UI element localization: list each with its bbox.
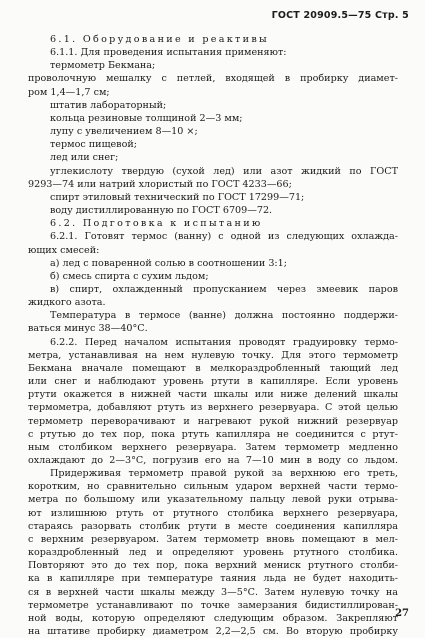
text-line: спирт этиловый технический по ГОСТ 17299—71; <box>50 191 305 203</box>
text-line: с ртутью до тех пор, пока ртуть капилляра не соединится с ртут- <box>28 428 398 440</box>
text-line: лупу с увеличением 8—10 ×; <box>50 126 198 138</box>
text-line: ной воды, которую определяют следующим образом. Закрепляют <box>28 612 398 624</box>
text-line: кольца резиновые толщиной 2—3 мм; <box>50 112 243 124</box>
text-line: проволочную мешалку с петлей, входящей в пробирку диамет- <box>28 73 398 85</box>
text-line: метра, устанавливая на нем нулевую точку. Для этого термометр <box>28 349 398 361</box>
text-line: а) лед с поваренной солью в соотношении 3:1; <box>50 257 288 269</box>
text-line: ным столбиком верхнего резервуара. Затем термометр медленно <box>28 441 398 453</box>
text-line: штатив лабораторный; <box>50 99 167 111</box>
text-line: с верхним резервуаром. Затем термометр вновь помещают в мел- <box>28 533 398 545</box>
text-line: Придерживая термометр правой рукой за верхнюю его треть, <box>50 468 398 480</box>
text-line: коротким, но сравнительно сильным ударом верхней части термо- <box>28 481 398 493</box>
text-line: термос пищевой; <box>50 139 137 151</box>
text-line: жидкого азота. <box>28 297 106 309</box>
text-line: ка в капилляре при температуре таяния льда не будет находить- <box>28 573 398 585</box>
text-line: ся в верхней части шкалы между 3—5°С. Затем нулевую точку на <box>28 586 398 598</box>
text-line: ют излишнюю ртуть от ртутного столбика верхнего резервуара, <box>28 507 398 519</box>
text-line: лед или снег; <box>50 152 119 164</box>
text-line: 6.2.1. Готовят термос (ванну) с одной из следующих охлажда- <box>50 231 398 243</box>
text-line: в) спирт, охлажденный пропусканием через змеевик паров <box>50 283 398 295</box>
text-line: метра по большому или указательному пальцу левой руки отрыва- <box>28 494 398 506</box>
text-line: термометр переворачивают и нагревают рукой нижний резервуар <box>28 415 398 427</box>
text-line: или снег и наблюдают уровень ртути в капилляре. Если уровень <box>28 376 398 388</box>
text-line: охлаждают до 2—3°С, погрузив его на 7—10 мин в воду со льдом. <box>28 455 398 466</box>
text-line: воду дистиллированную по ГОСТ 6709—72. <box>50 205 273 217</box>
text-line: ющих смесей: <box>28 244 100 256</box>
text-line: ваться минус 38—40°С. <box>28 323 148 335</box>
page-header: ГОСТ 20909.5—75 Стр. 5 <box>271 10 409 21</box>
text-line: на штативе пробирку диаметром 2,2—2,5 см. Во вторую пробирку <box>28 626 398 638</box>
text-line: стараясь разорвать столбик ртути в месте соединения капилляра <box>28 520 398 532</box>
text-line: 6.1.1. Для проведения испытания применяют: <box>50 47 287 59</box>
text-line: кораздробленный лед и определяют уровень ртутного столбика. <box>28 547 398 559</box>
text-line: б) смесь спирта с сухим льдом; <box>50 270 209 282</box>
text-line: термометре устанавливают по точке замерзания бидистиллирован- <box>28 599 398 611</box>
text-line: термометр Бекмана; <box>50 60 156 72</box>
text-line: Повторяют это до тех пор, пока верхний мениск ртутного столби- <box>28 560 398 572</box>
document-body <box>28 33 398 638</box>
text-line: Температура в термосе (ванне) должна постоянно поддержи- <box>50 310 398 322</box>
text-line: 6.1. Оборудование и реактивы <box>50 34 269 45</box>
text-line: 9293—74 или натрий хлористый по ГОСТ 4233—66; <box>28 178 292 190</box>
text-line: ртути окажется в нижней части шкалы или ниже делений шкалы <box>28 389 398 401</box>
text-line: термометра, добавляют ртуть из верхнего резервуара. С этой целью <box>28 402 398 414</box>
text-line: углекислоту твердую (сухой лед) или азот жидкий по ГОСТ <box>50 165 398 177</box>
text-line: Бекмана вначале помещают в мелкораздробленный тающий лед <box>28 362 398 374</box>
page-number: 27 <box>395 608 409 619</box>
text-line: ром 1,4—1,7 см; <box>28 86 110 98</box>
text-line: 6.2.2. Перед началом испытания проводят градуировку термо- <box>50 336 398 348</box>
text-line: 6.2. Подготовка к испытанию <box>50 218 263 230</box>
